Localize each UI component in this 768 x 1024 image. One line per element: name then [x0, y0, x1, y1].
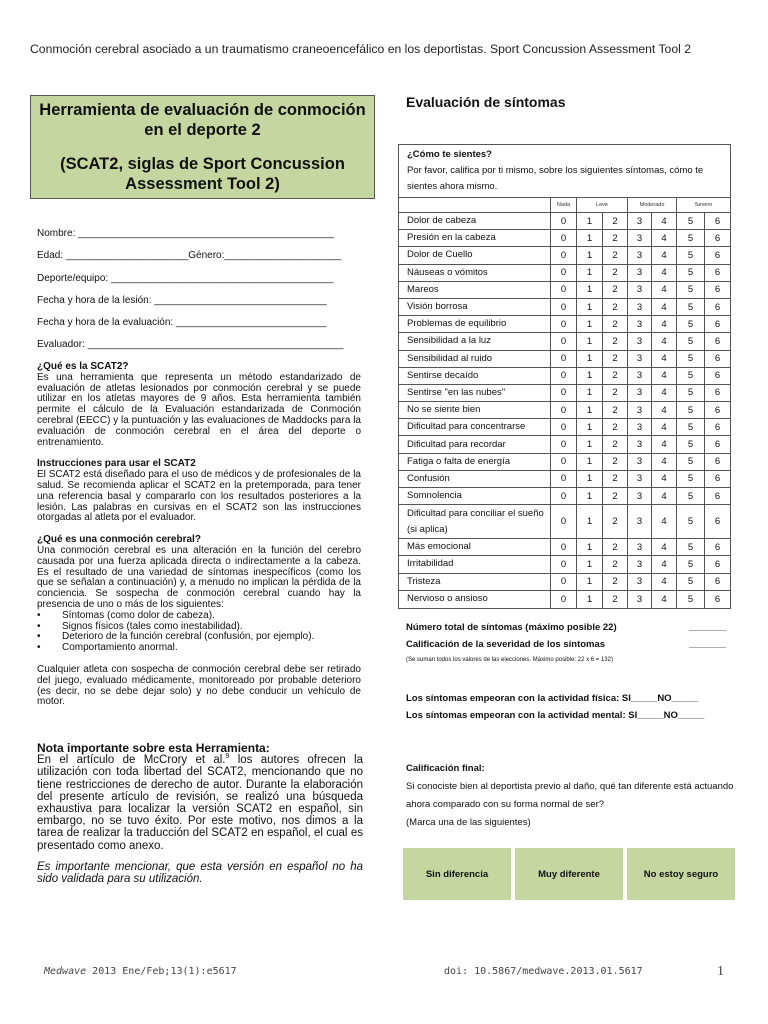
rating-option-2[interactable]: 2 — [603, 230, 628, 246]
final-rating — [406, 760, 736, 832]
rating-option-5[interactable]: 5 — [677, 351, 705, 367]
rating-option-3[interactable]: 3 — [628, 471, 652, 487]
rating-option-6[interactable]: 6 — [714, 404, 721, 416]
rating-option-2[interactable]: 2 — [603, 265, 628, 281]
section-conmocion — [37, 535, 361, 654]
rating-option-4[interactable]: 4 — [652, 574, 677, 590]
rating-option-5[interactable]: 5 — [677, 505, 705, 538]
section-cualquier — [37, 665, 361, 708]
rating-option-3[interactable]: 3 — [628, 591, 652, 608]
rating-option-1[interactable]: 1 — [577, 419, 603, 435]
rating-option-5[interactable]: 5 — [677, 539, 705, 555]
rating-option-3[interactable]: 3 — [628, 213, 652, 229]
rating-option-0[interactable]: 0 — [551, 282, 577, 298]
rating-option-5[interactable]: 5 — [677, 299, 705, 315]
rating-option-5[interactable]: 5 — [677, 213, 705, 229]
totals-note: (Se suman todos los valores de las elecciones. Máximo posible: 22 x 6 = 132) — [406, 657, 613, 663]
symptom-row — [399, 368, 730, 385]
rating-option-2[interactable]: 2 — [603, 385, 628, 401]
rating-option-3[interactable]: 3 — [628, 368, 652, 384]
final-choices — [403, 848, 735, 900]
rating-option-2[interactable]: 2 — [603, 351, 628, 367]
choice-sin-diferencia[interactable]: Sin diferencia — [403, 848, 511, 900]
section-que-es — [37, 362, 361, 448]
symptoms-question: ¿Cómo te sientes? — [407, 149, 492, 160]
nota-title: Nota importante sobre esta Herramienta: — [37, 741, 270, 755]
rating-option-0[interactable]: 0 — [551, 591, 577, 608]
rating-option-3[interactable]: 3 — [628, 299, 652, 315]
symptom-name: Dolor de cabeza — [399, 213, 551, 229]
rating-option-6[interactable]: 6 — [714, 490, 721, 502]
list-item: • Signos físicos (tales como inestabilidad). — [37, 622, 361, 633]
rating-option-0[interactable]: 0 — [551, 316, 577, 332]
list-item: • Comportamiento anormal. — [37, 643, 361, 654]
rating-option-4[interactable]: 4 — [652, 351, 677, 367]
symptom-name: Nervioso o ansioso — [399, 591, 551, 608]
rating-option-6[interactable]: 6 — [714, 439, 721, 451]
citation-ref: 9 — [225, 753, 230, 761]
rating-option-5[interactable]: 5 — [677, 333, 705, 349]
rating-option-1[interactable]: 1 — [577, 230, 603, 246]
rating-option-0[interactable]: 0 — [551, 402, 577, 418]
journal-name: Medwave — [44, 966, 87, 977]
rating-option-4[interactable]: 4 — [652, 230, 677, 246]
rating-option-2[interactable]: 2 — [603, 213, 628, 229]
rating-option-1[interactable]: 1 — [577, 265, 603, 281]
rating-option-5[interactable]: 5 — [677, 230, 705, 246]
symptom-name: Sensibilidad a la luz — [399, 333, 551, 349]
rating-option-2[interactable]: 2 — [603, 574, 628, 590]
symptom-name: Náuseas o vómitos — [399, 265, 551, 281]
symptom-name: Dolor de Cuello — [399, 247, 551, 263]
rating-option-4[interactable]: 4 — [652, 419, 677, 435]
rating-option-0[interactable]: 0 — [551, 539, 577, 555]
rating-option-0[interactable]: 0 — [551, 368, 577, 384]
footer-citation: Medwave 2013 Ene/Feb;13(1):e5617 — [44, 966, 237, 977]
symptom-row — [399, 265, 730, 282]
rating-option-3[interactable]: 3 — [628, 556, 652, 572]
symptom-row — [399, 471, 730, 488]
rating-option-0[interactable]: 0 — [551, 471, 577, 487]
rating-option-3[interactable]: 3 — [628, 488, 652, 504]
rating-option-2[interactable]: 2 — [603, 471, 628, 487]
rating-option-6[interactable]: 6 — [714, 249, 721, 261]
field-nombre[interactable]: Nombre: ______________________________________________ — [37, 228, 334, 239]
rating-option-0[interactable]: 0 — [551, 213, 577, 229]
field-evaluador[interactable]: Evaluador: ______________________________________________ — [37, 339, 344, 351]
rating-option-6[interactable]: 6 — [714, 421, 721, 433]
rating-option-5[interactable]: 5 — [677, 316, 705, 332]
symptom-name: Dificultad para recordar — [399, 436, 551, 452]
rating-option-6[interactable]: 6 — [714, 558, 721, 570]
rating-option-6[interactable]: 6 — [714, 284, 721, 296]
section-title: Instrucciones para usar el SCAT2 — [37, 458, 196, 470]
rating-option-1[interactable]: 1 — [577, 351, 603, 367]
title-line-1: Herramienta de evaluación de conmoción en el deporte 2 — [39, 101, 366, 139]
running-header-left: Conmoción cerebral asociado a un traumatismo craneoencefálico en los deportistas. — [30, 42, 487, 56]
totals — [406, 622, 726, 663]
symptoms-table — [398, 144, 731, 609]
list-item: • Síntomas (como dolor de cabeza). — [37, 611, 361, 622]
total-count-blank[interactable]: _______ — [689, 622, 726, 633]
severity-blank[interactable]: _______ — [689, 639, 726, 650]
rating-option-4[interactable]: 4 — [652, 368, 677, 384]
rating-option-1[interactable]: 1 — [577, 299, 603, 315]
rating-option-1[interactable]: 1 — [577, 316, 603, 332]
symptom-row — [399, 316, 730, 333]
rating-option-4[interactable]: 4 — [652, 265, 677, 281]
rating-option-4[interactable]: 4 — [652, 556, 677, 572]
section-text: El SCAT2 está diseñado para el uso de médicos y de profesionales de la salud. Se recomienda aplicar el SCAT2 en la pretemporada, para tener una referencia basal y compararlo con los resultados posteriores a la lesión. Las palabras en cursivas en el SCAT2 son las instrucciones otorgadas al atleta por el evaluador. — [37, 469, 361, 524]
symptom-name: Confusión — [399, 471, 551, 487]
severity-label: Calificación de la severidad de los síntomas — [406, 639, 606, 650]
rating-option-4[interactable]: 4 — [652, 505, 677, 538]
rating-option-1[interactable]: 1 — [577, 282, 603, 298]
patient-form — [37, 228, 367, 362]
field-fecha-lesion[interactable]: Fecha y hora de la lesión: _______________________________ — [37, 294, 327, 306]
rating-option-4[interactable]: 4 — [652, 539, 677, 555]
rating-option-0[interactable]: 0 — [551, 351, 577, 367]
rating-option-3[interactable]: 3 — [628, 454, 652, 470]
rating-option-4[interactable]: 4 — [652, 333, 677, 349]
nota-text: En el artículo de McCrory et al.$^9$ los autores ofrecen la utilización con toda libertad del SCAT2, mencionando que no tiene restricciones de derecho de autor. Durante la elaboración del presente artículo de revisión, se realizó una búsqueda exhaustiva para localizar la versión SCAT2 en español, sin embargo, no se tuvo éxito. Por este motivo, nos dimos a la tarea de realizar la traducción del SCAT2 en español, el cual es presentado como anexo. — [37, 753, 363, 852]
list-item: • Deterioro de la función cerebral (confusión, por ejemplo). — [37, 632, 361, 643]
rating-option-0[interactable]: 0 — [551, 230, 577, 246]
rating-option-4[interactable]: 4 — [652, 402, 677, 418]
total-count-label: Número total de síntomas (máximo posible 22) — [406, 622, 617, 633]
rating-option-0[interactable]: 0 — [551, 299, 577, 315]
rating-option-0[interactable]: 0 — [551, 505, 577, 538]
rating-option-3[interactable]: 3 — [628, 265, 652, 281]
symptom-row — [399, 505, 730, 539]
symptom-name: No se siente bien — [399, 402, 551, 418]
rating-option-4[interactable]: 4 — [652, 247, 677, 263]
rating-option-5[interactable]: 5 — [677, 436, 705, 452]
title-line-2: (SCAT2, siglas de Sport Concussion Assessment Tool 2) — [60, 155, 345, 193]
rating-option-1[interactable]: 1 — [577, 488, 603, 504]
nota-italic: Es importante mencionar, que esta versión en español no ha sido validada para su utilización. — [37, 860, 363, 886]
symptom-row — [399, 333, 730, 350]
rating-option-1[interactable]: 1 — [577, 333, 603, 349]
rating-option-5[interactable]: 5 — [677, 591, 705, 608]
section-text: Cualquier atleta con sospecha de conmoción cerebral debe ser retirado del juego, evaluado médicamente, monitoreado por probable deterioro (es decir, no se debe dejar solo) y no debe conducir un vehículo de motor. — [37, 663, 361, 708]
scale-nada: Nada — [551, 198, 577, 212]
symptom-name: Irritabilidad — [399, 556, 551, 572]
rating-option-6[interactable]: 6 — [714, 370, 721, 382]
symptom-row — [399, 574, 730, 591]
rating-option-3[interactable]: 3 — [628, 333, 652, 349]
symptom-row — [399, 454, 730, 471]
symptoms-title: Evaluación de síntomas — [406, 94, 566, 110]
rating-option-5[interactable]: 5 — [677, 282, 705, 298]
choice-muy-diferente[interactable]: Muy diferente — [515, 848, 623, 900]
worsen-mental[interactable]: Los síntomas empeoran con la actividad mental: SI_____NO_____ — [406, 710, 705, 721]
rating-option-1[interactable]: 1 — [577, 454, 603, 470]
page-number: 1 — [717, 964, 724, 979]
rating-option-3[interactable]: 3 — [628, 505, 652, 538]
final-question: Si conociste bien al deportista previo al daño, qué tan diferente está actuando ahora comparado con su forma normal de ser? — [406, 781, 734, 810]
signs-list — [37, 611, 361, 654]
rating-option-3[interactable]: 3 — [628, 539, 652, 555]
rating-option-4[interactable]: 4 — [652, 316, 677, 332]
symptom-rows — [399, 213, 730, 608]
rating-option-4[interactable]: 4 — [652, 436, 677, 452]
rating-option-0[interactable]: 0 — [551, 247, 577, 263]
rating-option-6[interactable]: 6 — [714, 387, 721, 399]
rating-option-2[interactable]: 2 — [603, 556, 628, 572]
symptom-row — [399, 230, 730, 247]
rating-option-2[interactable]: 2 — [603, 591, 628, 608]
nota-importante — [37, 742, 363, 885]
symptom-row — [399, 436, 730, 453]
symptom-name: Sentirse decaído — [399, 368, 551, 384]
rating-option-4[interactable]: 4 — [652, 213, 677, 229]
rating-option-1[interactable]: 1 — [577, 247, 603, 263]
field-fecha-evaluacion[interactable]: Fecha y hora de la evaluación: ___________________________ — [37, 317, 327, 329]
rating-option-6[interactable]: 6 — [714, 353, 721, 365]
rating-option-2[interactable]: 2 — [603, 402, 628, 418]
symptom-name: Somnolencia — [399, 488, 551, 504]
rating-option-1[interactable]: 1 — [577, 385, 603, 401]
symptom-row — [399, 299, 730, 316]
symptom-row — [399, 488, 730, 505]
rating-option-6[interactable]: 6 — [714, 516, 721, 528]
section-title: ¿Qué es la SCAT2? — [37, 361, 129, 372]
symptom-name: Sentirse "en las nubes" — [399, 385, 551, 401]
rating-option-5[interactable]: 5 — [677, 574, 705, 590]
rating-option-3[interactable]: 3 — [628, 436, 652, 452]
rating-option-4[interactable]: 4 — [652, 454, 677, 470]
section-text: Es una herramienta que representa un método estandarizado de evaluación de atletas lesionados por conmoción cerebral y se puede utilizar en los atletas mayores de 9 años. Esta herramienta también permite el cálculo de la Evaluación estandarizada de Conmoción cerebral (EECC) y la puntuación y las evaluaciones de Maddocks para la evaluación de conmoción cerebral en el área del deporte o entrenamiento. — [37, 371, 361, 448]
rating-option-3[interactable]: 3 — [628, 385, 652, 401]
rating-option-1[interactable]: 1 — [577, 368, 603, 384]
rating-option-6[interactable]: 6 — [714, 456, 721, 468]
symptom-name: Presión en la cabeza — [399, 230, 551, 246]
rating-option-0[interactable]: 0 — [551, 574, 577, 590]
section-title: ¿Qué es una conmoción cerebral? — [37, 534, 201, 546]
rating-option-6[interactable]: 6 — [714, 301, 721, 313]
rating-option-2[interactable]: 2 — [603, 247, 628, 263]
rating-option-1[interactable]: 1 — [577, 471, 603, 487]
rating-option-0[interactable]: 0 — [551, 333, 577, 349]
rating-option-2[interactable]: 2 — [603, 488, 628, 504]
rating-option-5[interactable]: 5 — [677, 556, 705, 572]
rating-option-0[interactable]: 0 — [551, 454, 577, 470]
rating-option-1[interactable]: 1 — [577, 436, 603, 452]
symptom-name: Más emocional — [399, 539, 551, 555]
field-deporte[interactable]: Deporte/equipo: ________________________________________ — [37, 272, 334, 284]
worsen-physical[interactable]: Los síntomas empeoran con la actividad física: SI_____NO_____ — [406, 693, 698, 704]
section-text: Una conmoción cerebral es una alteración en la función del cerebro causada por una fuerza aplicada directa o indirectamente a la cabeza. Es el resultado de una variedad de síntomas inespecíficos (como los que se señalan a continuación) y, a menudo no implican la pérdida de la conciencia. Se sospecha de conmoción cerebral cuando hay la presencia de uno o más de los siguientes: — [37, 544, 361, 610]
rating-option-0[interactable]: 0 — [551, 385, 577, 401]
rating-option-1[interactable]: 1 — [577, 505, 603, 538]
rating-option-4[interactable]: 4 — [652, 488, 677, 504]
title-box — [30, 95, 375, 199]
footer-doi: doi: 10.5867/medwave.2013.01.5617 — [444, 966, 643, 977]
rating-option-5[interactable]: 5 — [677, 247, 705, 263]
rating-option-2[interactable]: 2 — [603, 419, 628, 435]
symptom-name: Tristeza — [399, 574, 551, 590]
symptom-row — [399, 351, 730, 368]
rating-option-6[interactable]: 6 — [714, 541, 721, 553]
rating-option-2[interactable]: 2 — [603, 316, 628, 332]
rating-option-3[interactable]: 3 — [628, 351, 652, 367]
rating-option-5[interactable]: 5 — [677, 265, 705, 281]
final-title: Calificación final: — [406, 763, 485, 774]
symptom-name: Mareos — [399, 282, 551, 298]
rating-option-6[interactable]: 6 — [714, 267, 721, 279]
rating-option-2[interactable]: 2 — [603, 282, 628, 298]
rating-option-1[interactable]: 1 — [577, 402, 603, 418]
symptom-name: Sensibilidad al ruido — [399, 351, 551, 367]
rating-option-2[interactable]: 2 — [603, 368, 628, 384]
choice-no-seguro[interactable]: No estoy seguro — [627, 848, 735, 900]
symptom-row — [399, 539, 730, 556]
rating-option-0[interactable]: 0 — [551, 265, 577, 281]
rating-option-6[interactable]: 6 — [714, 318, 721, 330]
rating-option-2[interactable]: 2 — [603, 436, 628, 452]
rating-option-3[interactable]: 3 — [628, 282, 652, 298]
rating-option-1[interactable]: 1 — [577, 591, 603, 608]
rating-option-5[interactable]: 5 — [677, 385, 705, 401]
rating-option-5[interactable]: 5 — [677, 419, 705, 435]
rating-option-2[interactable]: 2 — [603, 454, 628, 470]
rating-option-6[interactable]: 6 — [714, 473, 721, 485]
symptom-row — [399, 282, 730, 299]
rating-option-4[interactable]: 4 — [652, 385, 677, 401]
rating-option-5[interactable]: 5 — [677, 454, 705, 470]
scale-moderado: Moderado — [628, 198, 677, 212]
symptoms-header — [399, 145, 730, 198]
symptom-name: Visión borrosa — [399, 299, 551, 315]
rating-option-4[interactable]: 4 — [652, 591, 677, 608]
rating-option-4[interactable]: 4 — [652, 471, 677, 487]
symptom-row — [399, 247, 730, 264]
info-sections — [37, 362, 361, 719]
final-instruction: (Marca una de las siguientes) — [406, 817, 531, 828]
rating-option-6[interactable]: 6 — [714, 335, 721, 347]
rating-option-5[interactable]: 5 — [677, 368, 705, 384]
rating-option-2[interactable]: 2 — [603, 333, 628, 349]
rating-option-0[interactable]: 0 — [551, 488, 577, 504]
symptom-row — [399, 556, 730, 573]
rating-option-4[interactable]: 4 — [652, 282, 677, 298]
symptom-name: Dificultad para conciliar el sueño (si aplica) — [399, 505, 551, 538]
symptom-row — [399, 419, 730, 436]
scale-leve: Leve — [577, 198, 628, 212]
rating-option-2[interactable]: 2 — [603, 505, 628, 538]
rating-option-0[interactable]: 0 — [551, 419, 577, 435]
symptom-row — [399, 591, 730, 608]
rating-option-3[interactable]: 3 — [628, 247, 652, 263]
rating-option-4[interactable]: 4 — [652, 299, 677, 315]
rating-option-0[interactable]: 0 — [551, 556, 577, 572]
symptom-row — [399, 385, 730, 402]
symptom-row — [399, 213, 730, 230]
symptom-name: Problemas de equilibrio — [399, 316, 551, 332]
rating-option-6[interactable]: 6 — [714, 593, 721, 605]
scale-row — [399, 198, 730, 213]
rating-option-3[interactable]: 3 — [628, 316, 652, 332]
rating-option-2[interactable]: 2 — [603, 539, 628, 555]
rating-option-0[interactable]: 0 — [551, 436, 577, 452]
rating-option-5[interactable]: 5 — [677, 471, 705, 487]
symptom-row — [399, 402, 730, 419]
symptoms-instruction: Por favor, califica por ti mismo, sobre los siguientes síntomas, cómo te sientes ahora mismo. — [407, 165, 704, 192]
symptom-name: Dificultad para concentrarse — [399, 419, 551, 435]
rating-option-2[interactable]: 2 — [603, 299, 628, 315]
symptom-name: Fatiga o falta de energía — [399, 454, 551, 470]
rating-option-1[interactable]: 1 — [577, 574, 603, 590]
section-instrucciones — [37, 459, 361, 524]
rating-option-3[interactable]: 3 — [628, 574, 652, 590]
field-edad-genero[interactable]: Edad: ______________________Género:_____________________ — [37, 250, 342, 262]
rating-option-3[interactable]: 3 — [628, 419, 652, 435]
rating-option-1[interactable]: 1 — [577, 556, 603, 572]
rating-option-6[interactable]: 6 — [714, 215, 721, 227]
rating-option-3[interactable]: 3 — [628, 402, 652, 418]
rating-option-5[interactable]: 5 — [677, 402, 705, 418]
running-header — [30, 42, 740, 56]
scale-severo: Severo — [694, 202, 713, 208]
rating-option-6[interactable]: 6 — [714, 576, 721, 588]
worsen-questions — [406, 693, 732, 727]
running-header-right: Sport Concussion Assessment Tool 2 — [490, 42, 691, 56]
rating-option-1[interactable]: 1 — [577, 539, 603, 555]
rating-option-6[interactable]: 6 — [714, 232, 721, 244]
rating-option-3[interactable]: 3 — [628, 230, 652, 246]
rating-option-1[interactable]: 1 — [577, 213, 603, 229]
rating-option-5[interactable]: 5 — [677, 488, 705, 504]
